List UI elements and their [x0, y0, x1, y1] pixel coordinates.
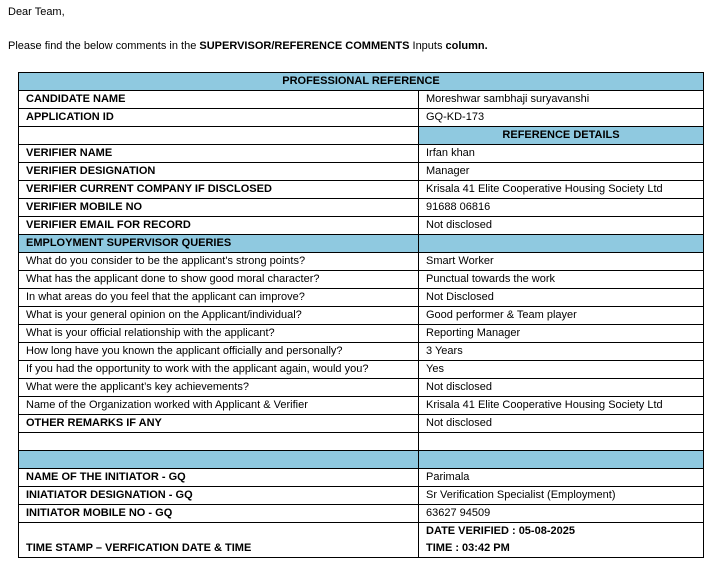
table-row — [19, 361, 704, 379]
table-row — [19, 181, 704, 199]
table-row — [19, 91, 704, 109]
query-value: Good performer & Team player — [419, 307, 704, 325]
table-row — [19, 325, 704, 343]
greeting-text: Dear Team, — [8, 6, 65, 18]
query-value: Yes — [419, 361, 704, 379]
table-row — [19, 199, 704, 217]
query-label: What is your official relationship with the applicant? — [19, 325, 419, 343]
query-value: Reporting Manager — [419, 325, 704, 343]
query-label: What were the applicant’s key achievements? — [19, 379, 419, 397]
initiator-mobile-value: 63627 94509 — [419, 505, 704, 523]
spacer-row — [19, 433, 704, 451]
table-row — [19, 379, 704, 397]
initiator-name-value: Parimala — [419, 469, 704, 487]
query-label: In what areas do you feel that the applicant can improve? — [19, 289, 419, 307]
intro-prefix: Please find the below comments in the — [8, 40, 200, 52]
intro-bold-column: column. — [445, 40, 488, 52]
spacer-cell — [19, 433, 419, 451]
timestamp-row — [19, 523, 704, 558]
spacer-cell — [419, 433, 704, 451]
reference-details-header: REFERENCE DETAILS — [419, 127, 704, 145]
intro-bold-section: SUPERVISOR/REFERENCE COMMENTS — [199, 40, 410, 52]
queries-header-blank — [419, 235, 704, 253]
verifier-name-value: Irfan khan — [419, 145, 704, 163]
reference-details-blank — [19, 127, 419, 145]
table-row — [19, 487, 704, 505]
application-id-value: GQ-KD-173 — [419, 109, 704, 127]
initiator-designation-label: INIATIATOR DESIGNATION - GQ — [19, 487, 419, 505]
table-title: PROFESSIONAL REFERENCE — [19, 73, 704, 91]
blue-spacer-cell — [419, 451, 704, 469]
table-row — [19, 505, 704, 523]
table-row — [19, 163, 704, 181]
time-verified: TIME : 03:42 PM — [426, 542, 510, 554]
date-verified: DATE VERIFIED : 05-08-2025 — [426, 525, 575, 537]
query-value: Smart Worker — [419, 253, 704, 271]
query-value: 3 Years — [419, 343, 704, 361]
verifier-company-value: Krisala 41 Elite Cooperative Housing Society Ltd — [419, 181, 704, 199]
verifier-mobile-value: 91688 06816 — [419, 199, 704, 217]
table-row — [19, 271, 704, 289]
application-id-label: APPLICATION ID — [19, 109, 419, 127]
timestamp-label: TIME STAMP – VERFICATION DATE & TIME — [19, 523, 419, 558]
initiator-mobile-label: INITIATOR MOBILE NO - GQ — [19, 505, 419, 523]
table-row — [19, 469, 704, 487]
query-label: What is your general opinion on the Applicant/individual? — [19, 307, 419, 325]
verifier-email-value: Not disclosed — [419, 217, 704, 235]
verifier-company-label: VERIFIER CURRENT COMPANY IF DISCLOSED — [19, 181, 419, 199]
query-value: Punctual towards the work — [419, 271, 704, 289]
other-remarks-label: OTHER REMARKS IF ANY — [19, 415, 419, 433]
query-label: How long have you known the applicant officially and personally? — [19, 343, 419, 361]
query-value: Krisala 41 Elite Cooperative Housing Society Ltd — [419, 397, 704, 415]
reference-details-header-row — [19, 127, 704, 145]
table-row — [19, 109, 704, 127]
query-label: Name of the Organization worked with Applicant & Verifier — [19, 397, 419, 415]
table-row — [19, 145, 704, 163]
query-label: What has the applicant done to show good moral character? — [19, 271, 419, 289]
table-title-row — [19, 73, 704, 91]
verifier-name-label: VERIFIER NAME — [19, 145, 419, 163]
initiator-name-label: NAME OF THE INITIATOR - GQ — [19, 469, 419, 487]
query-label: What do you consider to be the applicant's strong points? — [19, 253, 419, 271]
intro-text — [8, 40, 488, 52]
verifier-designation-label: VERIFIER DESIGNATION — [19, 163, 419, 181]
queries-header-row — [19, 235, 704, 253]
table-row — [19, 415, 704, 433]
table-row — [19, 397, 704, 415]
blue-spacer-cell — [19, 451, 419, 469]
query-value: Not Disclosed — [419, 289, 704, 307]
blue-spacer-row — [19, 451, 704, 469]
verifier-designation-value: Manager — [419, 163, 704, 181]
table-row — [19, 343, 704, 361]
verifier-mobile-label: VERIFIER MOBILE NO — [19, 199, 419, 217]
table-row — [19, 217, 704, 235]
verifier-email-label: VERIFIER EMAIL FOR RECORD — [19, 217, 419, 235]
timestamp-value — [419, 523, 704, 558]
table-row — [19, 307, 704, 325]
initiator-designation-value: Sr Verification Specialist (Employment) — [419, 487, 704, 505]
table-row — [19, 289, 704, 307]
intro-middle: Inputs — [409, 40, 446, 52]
queries-header: EMPLOYMENT SUPERVISOR QUERIES — [19, 235, 419, 253]
candidate-name-label: CANDIDATE NAME — [19, 91, 419, 109]
professional-reference-table — [18, 72, 704, 558]
candidate-name-value: Moreshwar sambhaji suryavanshi — [419, 91, 704, 109]
table-row — [19, 253, 704, 271]
query-value: Not disclosed — [419, 379, 704, 397]
query-label: If you had the opportunity to work with the applicant again, would you? — [19, 361, 419, 379]
other-remarks-value: Not disclosed — [419, 415, 704, 433]
